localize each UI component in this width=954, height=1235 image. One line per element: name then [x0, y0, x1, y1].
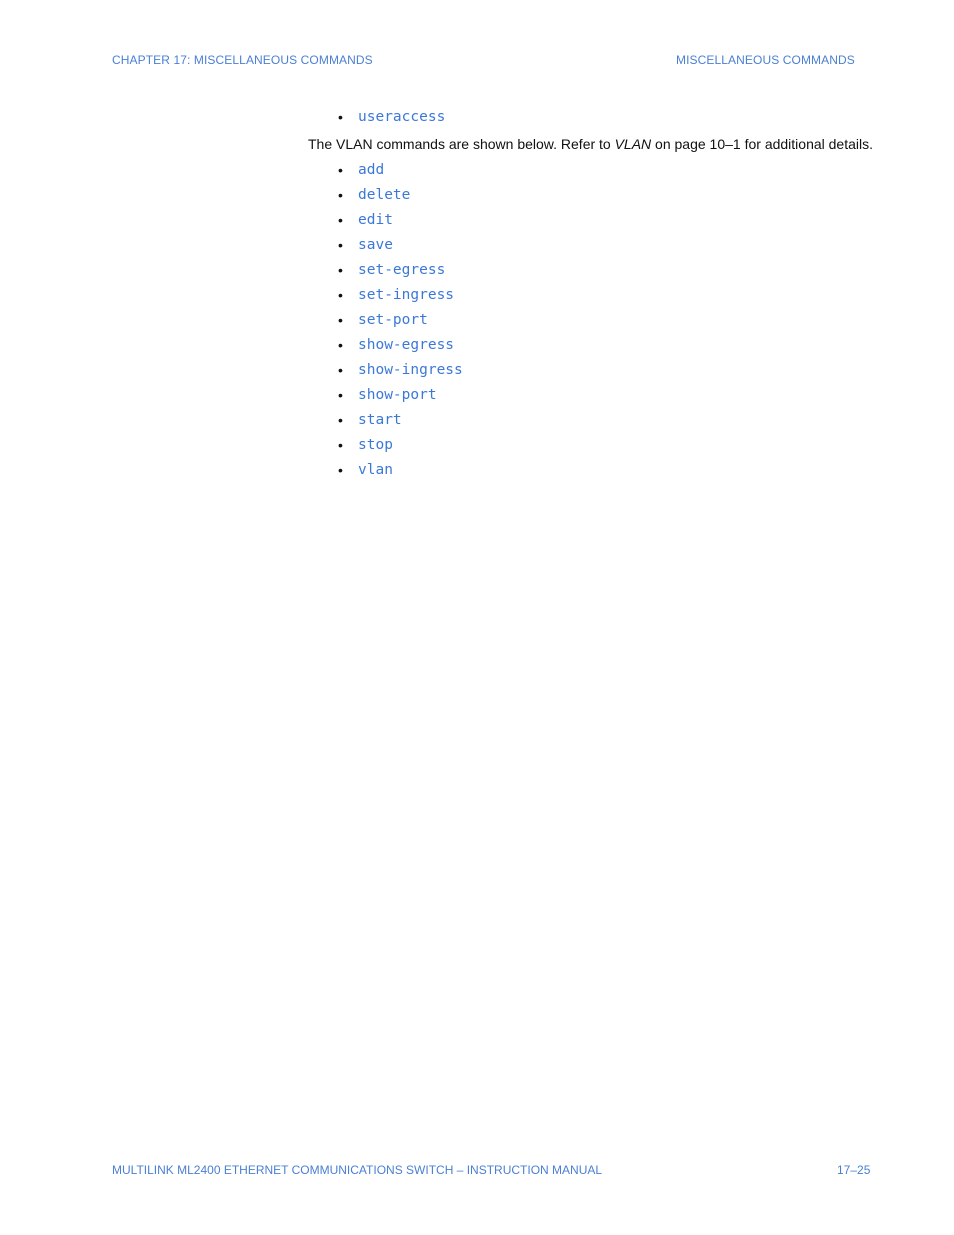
- bullet-icon: •: [338, 212, 343, 228]
- list-item: [308, 210, 463, 235]
- intro-text-after: on page 10–1 for additional details.: [651, 136, 874, 152]
- top-command-list: [308, 107, 445, 132]
- bullet-icon: •: [338, 262, 343, 278]
- list-item: [308, 460, 463, 485]
- running-header-chapter: CHAPTER 17: MISCELLANEOUS COMMANDS: [112, 53, 373, 67]
- bullet-icon: •: [338, 312, 343, 328]
- command-name: add: [358, 162, 385, 178]
- intro-text-before: The VLAN commands are shown below. Refer to: [308, 136, 615, 152]
- list-item: [308, 160, 463, 185]
- page-number: 17–25: [837, 1163, 871, 1177]
- bullet-icon: •: [338, 162, 343, 178]
- list-item: [308, 235, 463, 260]
- command-name: delete: [358, 187, 411, 203]
- list-item: [308, 107, 445, 132]
- command-name: show-egress: [358, 337, 455, 353]
- command-name: save: [358, 237, 393, 253]
- list-item: [308, 310, 463, 335]
- command-name: show-ingress: [358, 362, 463, 378]
- list-item: [308, 335, 463, 360]
- bullet-icon: •: [338, 109, 343, 125]
- command-name: useraccess: [358, 109, 446, 125]
- command-name: show-port: [358, 387, 437, 403]
- bullet-icon: •: [338, 237, 343, 253]
- list-item: [308, 185, 463, 210]
- bullet-icon: •: [338, 387, 343, 403]
- command-name: vlan: [358, 462, 393, 478]
- list-item: [308, 410, 463, 435]
- bullet-icon: •: [338, 187, 343, 203]
- list-item: [308, 285, 463, 310]
- bullet-icon: •: [338, 287, 343, 303]
- vlan-command-list: [308, 160, 463, 485]
- vlan-intro-paragraph: [308, 136, 873, 152]
- command-name: set-egress: [358, 262, 446, 278]
- command-name: set-ingress: [358, 287, 455, 303]
- list-item: [308, 435, 463, 460]
- bullet-icon: •: [338, 362, 343, 378]
- running-footer-title: MULTILINK ML2400 ETHERNET COMMUNICATIONS SWITCH – INSTRUCTION MANUAL: [112, 1163, 603, 1177]
- vlan-reference: VLAN: [614, 136, 652, 152]
- list-item: [308, 385, 463, 410]
- bullet-icon: •: [338, 462, 343, 478]
- command-name: set-port: [358, 312, 428, 328]
- command-name: start: [358, 412, 402, 428]
- running-header-section: MISCELLANEOUS COMMANDS: [676, 53, 855, 67]
- list-item: [308, 260, 463, 285]
- list-item: [308, 360, 463, 385]
- bullet-icon: •: [338, 337, 343, 353]
- bullet-icon: •: [338, 412, 343, 428]
- bullet-icon: •: [338, 437, 343, 453]
- command-name: edit: [358, 212, 393, 228]
- command-name: stop: [358, 437, 393, 453]
